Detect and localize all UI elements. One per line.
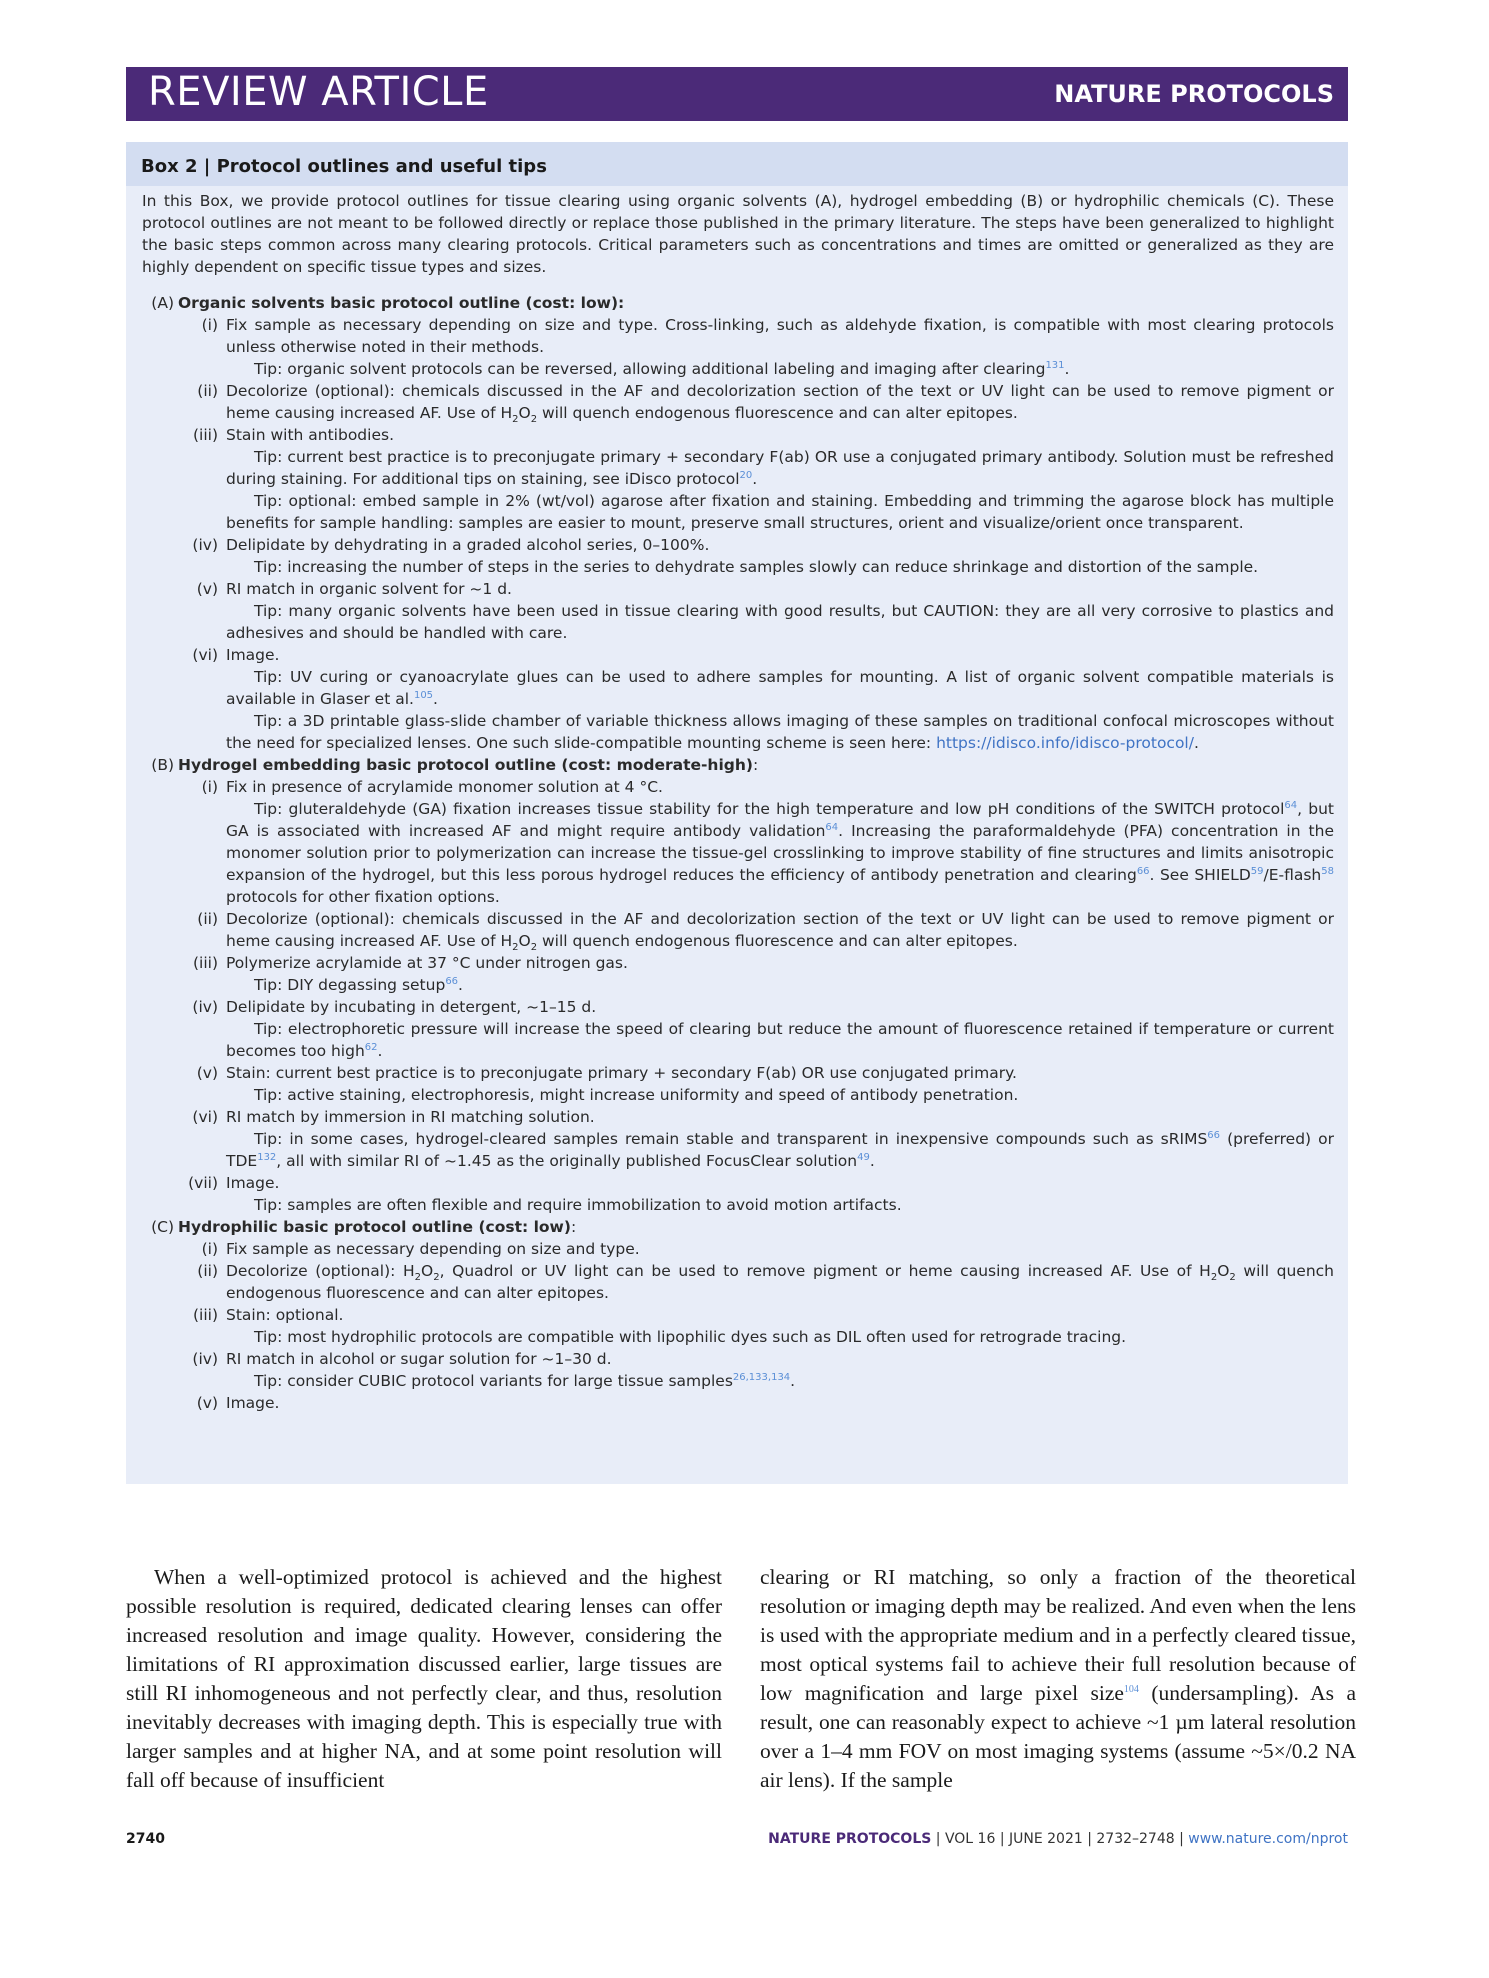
- tip-text: , all with similar RI of ~1.45 as the originally published FocusClear solution: [276, 1152, 858, 1170]
- text-part: Decolorize (optional): chemicals discussed in the AF and decolorization section of the text or UV light can be used to remove pigment or heme causing increased AF. Use of H: [226, 910, 1334, 950]
- reference[interactable]: 66: [1207, 1129, 1221, 1141]
- tip-text: protocols for other fixation options.: [226, 888, 500, 906]
- step-number: (v): [196, 1064, 218, 1082]
- step-number: (vii): [188, 1174, 218, 1192]
- tip-text: . Increasing the paraformaldehyde (PFA) concentration in the monomer solution prior to polymerization can increase the tissue-gel crosslinking to improve stability of fine structures and limits anisotropic expansion of the hydrogel, but this less porous hydrogel reduces the efficiency of antibody penetration and clearing: [226, 822, 1334, 884]
- punct: .: [1193, 734, 1199, 752]
- step-number: (vi): [192, 1108, 218, 1126]
- tip-text: Tip: current best practice is to preconjugate primary + secondary F(ab) OR use a conjugated primary antibody. Solution must be refreshed during staining. For additional tips on staining, see iDisco protocol: [226, 448, 1334, 488]
- punct: .: [433, 690, 438, 708]
- step-text: Fix in presence of acrylamide monomer solution at 4 °C.: [226, 778, 663, 796]
- footer-url[interactable]: www.nature.com/nprot: [1188, 1831, 1348, 1847]
- step: [126, 1172, 1348, 1216]
- footer-citation: [768, 1831, 1348, 1847]
- step-number: (v): [196, 1394, 218, 1412]
- step-number: (iv): [192, 536, 218, 554]
- subscript: 2: [530, 414, 538, 426]
- tip: Tip: active staining, electrophoresis, might increase uniformity and speed of antibody penetration.: [254, 1086, 1019, 1104]
- step-number: (vi): [192, 646, 218, 664]
- punct: .: [752, 470, 758, 488]
- reference[interactable]: 131: [1045, 359, 1065, 371]
- section-title-text: Hydrogel embedding basic protocol outline (cost: moderate-high): [178, 756, 753, 774]
- step: [126, 534, 1348, 578]
- page-number: 2740: [126, 1831, 165, 1847]
- tip: [226, 710, 1334, 754]
- step: [126, 952, 1348, 996]
- tip: [226, 1018, 1334, 1062]
- punct: .: [1064, 360, 1070, 378]
- tip: [226, 666, 1334, 710]
- body-text: clearing or RI matching, so only a fraction of the theoretical resolution or imaging depth may be realized. And even when the lens is used with the appropriate medium and in a perfectly cleared tissue, most optical systems fail to achieve their full resolution because of low magnification and large pixel size: [760, 1565, 1356, 1705]
- step-number: (ii): [197, 1262, 218, 1280]
- box-header: [126, 142, 1348, 186]
- subscript: 2: [512, 942, 519, 954]
- subscript: 2: [414, 1272, 422, 1284]
- step: [126, 1106, 1348, 1172]
- reference[interactable]: 62: [364, 1041, 378, 1053]
- tip: [226, 798, 1334, 908]
- journal-name: NATURE PROTOCOLS: [1054, 80, 1334, 108]
- step-text: Stain: current best practice is to preconjugate primary + secondary F(ab) OR use conjugated primary.: [226, 1064, 1017, 1082]
- reference[interactable]: 132: [257, 1151, 277, 1163]
- step-text: RI match in organic solvent for ~1 d.: [226, 580, 512, 598]
- step: [126, 380, 1348, 424]
- step-text: [226, 1260, 1334, 1304]
- box-intro: In this Box, we provide protocol outlines for tissue clearing using organic solvents (A), hydrogel embedding (B) or hydrophilic chemicals (C). These protocol outlines are not meant to be followed directly or replace those published in the primary literature. The steps have been generalized to highlight the basic steps common across many clearing protocols. Critical parameters such as concentrations and times are omitted or generalized as they are highly dependent on specific tissue types and sizes.: [142, 192, 1334, 276]
- step-number: (i): [201, 316, 218, 334]
- text-part: O: [421, 1262, 434, 1280]
- tip-text: Tip: in some cases, hydrogel-cleared samples remain stable and transparent in inexpensive compounds such as sRIMS: [254, 1130, 1208, 1148]
- step-number: (ii): [197, 382, 218, 400]
- punct: .: [869, 1152, 875, 1170]
- section-b: [126, 754, 1348, 776]
- step-text: Delipidate by dehydrating in a graded alcohol series, 0–100%.: [226, 536, 710, 554]
- page-footer: [126, 1831, 1348, 1851]
- reference[interactable]: 20: [739, 469, 753, 481]
- tip-text: , but GA is associated with increased AF and might require antibody validation: [226, 800, 1334, 840]
- tip-text: Tip: consider CUBIC protocol variants for large tissue samples: [254, 1372, 733, 1390]
- step: [126, 1304, 1348, 1348]
- step-number: (i): [201, 1240, 218, 1258]
- section-label: (B): [151, 756, 174, 774]
- protocol-box: [126, 142, 1348, 1484]
- section-title: [178, 1218, 576, 1236]
- text-part: Decolorize (optional): chemicals discussed in the AF and decolorization section of the text or UV light can be used to remove pigment or heme causing increased AF. Use of H: [226, 382, 1334, 422]
- step: [126, 644, 1348, 754]
- section-title: Organic solvents basic protocol outline (cost: low):: [178, 294, 625, 312]
- reference[interactable]: 104: [1123, 1683, 1139, 1695]
- reference[interactable]: 64: [1284, 799, 1298, 811]
- step-number: (iii): [192, 954, 218, 972]
- punct: .: [377, 1042, 383, 1060]
- reference[interactable]: 49: [857, 1151, 870, 1163]
- punct: :: [570, 1218, 577, 1236]
- subscript: 2: [530, 942, 538, 954]
- step: [126, 1260, 1348, 1304]
- step: [126, 908, 1348, 952]
- box-title: Box 2 | Protocol outlines and useful tips: [141, 156, 547, 177]
- reference[interactable]: 58: [1321, 865, 1334, 877]
- reference[interactable]: 66: [1136, 865, 1150, 877]
- footer-details: | VOL 16 | JUNE 2021 | 2732–2748 |: [931, 1831, 1189, 1847]
- step-text: Stain: optional.: [226, 1306, 344, 1324]
- tip: Tip: most hydrophilic protocols are compatible with lipophilic dyes such as DIL often used for retrograde tracing.: [254, 1328, 1127, 1346]
- section-c: [126, 1216, 1348, 1238]
- section-label: (A): [151, 294, 174, 312]
- punct: :: [753, 756, 759, 774]
- tip: [226, 1370, 1334, 1392]
- text-part: will quench endogenous fluorescence and can alter epitopes.: [537, 932, 1018, 950]
- section-title-text: Hydrophilic basic protocol outline (cost: low): [178, 1218, 571, 1236]
- step-number: (iv): [192, 1350, 218, 1368]
- body-column-right: [760, 1563, 1356, 1795]
- tip-text: Tip: UV curing or cyanoacrylate glues can be used to adhere samples for mounting. A list of organic solvent compatible materials is available in Glaser et al.: [226, 668, 1334, 708]
- step: [126, 776, 1348, 908]
- tip: Tip: samples are often flexible and require immobilization to avoid motion artifacts.: [254, 1196, 902, 1214]
- step-number: (iii): [192, 426, 218, 444]
- step-text: Image.: [226, 1394, 280, 1412]
- body-column-left: When a well-optimized protocol is achieved and the highest possible resolution is required, dedicated clearing lenses can offer increased resolution and image quality. However, considering the limitations of RI approximation discussed earlier, large tissues are still RI inhomogeneous and not perfectly clear, and thus, resolution inevitably decreases with imaging depth. This is especially true with larger samples and at higher NA, and at some point resolution will fall off because of insufficient: [126, 1565, 722, 1792]
- step-text: [226, 908, 1334, 952]
- step-text: Fix sample as necessary depending on size and type.: [226, 1240, 640, 1258]
- step-number: (ii): [197, 910, 218, 928]
- step: [126, 1392, 1348, 1414]
- tip-text: Tip: a 3D printable glass-slide chamber of variable thickness allows imaging of these samples on traditional confocal microscopes without the need for specialized lenses. One such slide-compatible mounting scheme is seen here:: [226, 712, 1334, 752]
- step: [126, 1348, 1348, 1392]
- step-text: Polymerize acrylamide at 37 °C under nitrogen gas.: [226, 954, 628, 972]
- subscript: 2: [512, 414, 519, 426]
- tip: [226, 1128, 1334, 1172]
- reference[interactable]: 66: [445, 975, 459, 987]
- tip-text: Tip: gluteraldehyde (GA) fixation increases tissue stability for the high temperature and low pH conditions of the SWITCH protocol: [254, 800, 1285, 818]
- tip-text: Tip: DIY degassing setup: [254, 976, 446, 994]
- section-label: (C): [151, 1218, 174, 1236]
- subscript: 2: [1210, 1272, 1218, 1284]
- step: [126, 578, 1348, 644]
- reference[interactable]: 105: [413, 689, 434, 701]
- tip-text: (preferred) or TDE: [226, 1130, 1334, 1170]
- step: [126, 424, 1348, 534]
- reference[interactable]: 64: [825, 821, 839, 833]
- step: [126, 1062, 1348, 1106]
- section-a: [126, 292, 1348, 314]
- step-text: [226, 380, 1334, 424]
- text-part: O: [518, 932, 531, 950]
- reference[interactable]: 59: [1250, 865, 1264, 877]
- punct: .: [458, 976, 463, 994]
- body-text: (undersampling). As a result, one can reasonably expect to achieve ~1 µm lateral resolution over a 1–4 mm FOV on most imaging systems (assume ~5×/0.2 NA air lens). If the sample: [760, 1681, 1356, 1792]
- step-text: Stain with antibodies.: [226, 426, 394, 444]
- text-part: O: [518, 404, 531, 422]
- text-part: will quench endogenous fluorescence and can alter epitopes.: [537, 404, 1018, 422]
- tip-text: Tip: organic solvent protocols can be reversed, allowing additional labeling and imaging after clearing: [254, 360, 1046, 378]
- page-header: [126, 67, 1348, 121]
- step-number: (iii): [192, 1306, 218, 1324]
- text-part: Decolorize (optional): H: [226, 1262, 415, 1280]
- step: [126, 1238, 1348, 1260]
- tip-text: Tip: electrophoretic pressure will increase the speed of clearing but reduce the amount of fluorescence retained if temperature or current becomes too high: [226, 1020, 1334, 1060]
- section-label: REVIEW ARTICLE: [148, 69, 489, 115]
- step-text: RI match by immersion in RI matching solution.: [226, 1108, 595, 1126]
- box-body: [126, 190, 1348, 1414]
- step-text: Delipidate by incubating in detergent, ~1–15 d.: [226, 998, 597, 1016]
- subscript: 2: [433, 1272, 440, 1284]
- step-number: (i): [201, 778, 218, 796]
- text-part: will quench endogenous fluorescence and can alter epitopes.: [226, 1262, 1334, 1302]
- tip-text: . See SHIELD: [1149, 866, 1251, 884]
- step-text: RI match in alcohol or sugar solution for ~1–30 d.: [226, 1350, 612, 1368]
- step: [126, 996, 1348, 1062]
- step: [126, 314, 1348, 380]
- protocol-link[interactable]: https://idisco.info/idisco-protocol/: [936, 734, 1194, 752]
- tip: [226, 358, 1334, 380]
- footer-journal: NATURE PROTOCOLS: [768, 1831, 932, 1847]
- step-text: Image.: [226, 1174, 280, 1192]
- tip: [226, 974, 1334, 996]
- step-number: (v): [196, 580, 218, 598]
- tip-text: /E-flash: [1263, 866, 1322, 884]
- tip: Tip: increasing the number of steps in the series to dehydrate samples slowly can reduce shrinkage and distortion of the sample.: [254, 558, 1259, 576]
- tip: Tip: many organic solvents have been used in tissue clearing with good results, but CAUTION: they are all very corrosive to plastics and adhesives and should be handled with care.: [226, 602, 1334, 642]
- step-number: (iv): [192, 998, 218, 1016]
- text-part: , Quadrol or UV light can be used to remove pigment or heme causing increased AF. Use of H: [439, 1262, 1211, 1280]
- section-title: [178, 756, 758, 774]
- text-part: O: [1217, 1262, 1230, 1280]
- reference[interactable]: 26,133,134: [732, 1371, 791, 1383]
- subscript: 2: [1229, 1272, 1236, 1284]
- step-text: Fix sample as necessary depending on size and type. Cross-linking, such as aldehyde fixation, is compatible with most clearing protocols unless otherwise noted in their methods.: [226, 316, 1334, 356]
- punct: .: [790, 1372, 796, 1390]
- tip: [226, 446, 1334, 490]
- tip: Tip: optional: embed sample in 2% (wt/vol) agarose after fixation and staining. Embedding and trimming the agarose block has multiple benefits for sample handling: samples are easier to mount, preserve small structures, orient and visualize/orient once transparent.: [226, 492, 1334, 532]
- step-text: Image.: [226, 646, 280, 664]
